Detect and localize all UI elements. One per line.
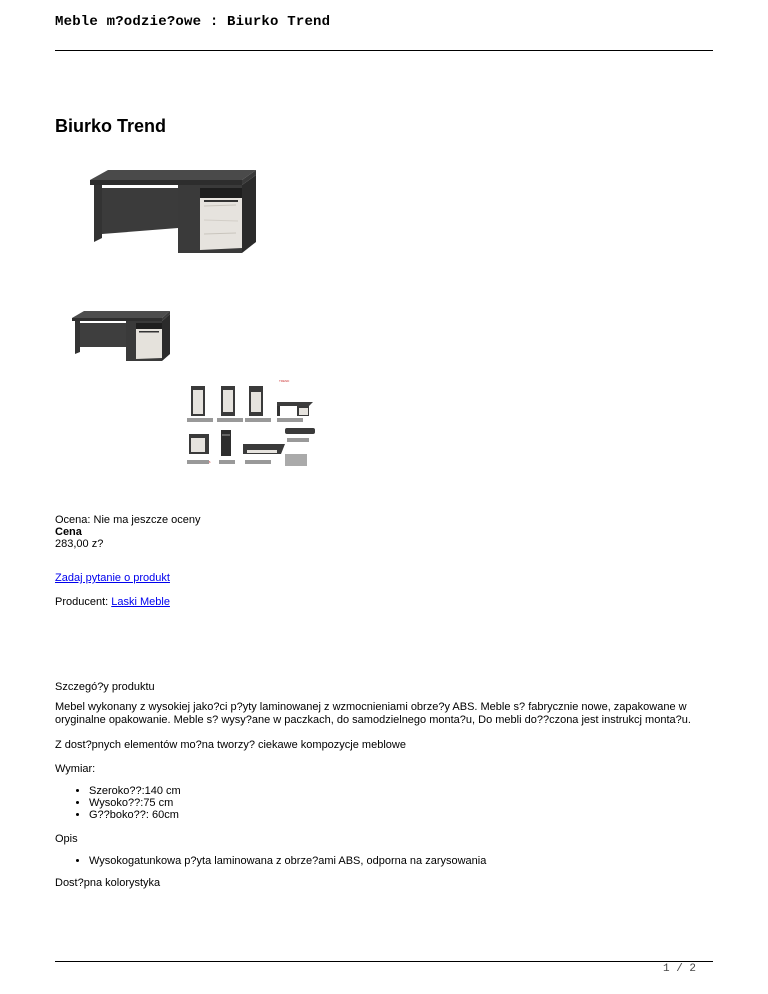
svg-text:$: $ [209, 461, 211, 464]
list-item: • Wysoko??:75 cm [89, 797, 181, 809]
collection-overview-image [185, 374, 335, 484]
list-item: • Szeroko??:140 cm [89, 785, 181, 797]
producer-link[interactable]: Laski Meble [111, 596, 170, 608]
details-heading: Szczegó?y produktu [55, 681, 155, 693]
desk-product-image [86, 158, 258, 256]
producer-row [55, 596, 170, 609]
document-header-title: Meble m?odzie?owe : Biurko Trend [55, 14, 331, 30]
price-label: Cena [55, 526, 82, 538]
price-value: 283,00 z? [55, 538, 104, 550]
colors-heading: Dost?pna kolorystyka [55, 877, 161, 889]
page-number: 1 / 2 [663, 963, 697, 975]
product-description: Mebel wykonany z wysokiej jako?ci p?yty laminowanej z wzmocnieniami obrze?y ABS. Meble s? fabrycznie nowe, zapakowane w oryginalne opakowanie. Meble s? wysy?ane w paczkach, do samodzielnego monta?u, Do mebli do??czona jest instrukcj monta?u. [55, 701, 691, 726]
footer-divider [55, 961, 713, 962]
product-title: Biurko Trend [55, 116, 167, 136]
rating-text: Ocena: Nie ma jeszcze oceny [55, 514, 201, 526]
producer-label: Producent: [55, 596, 112, 608]
dimensions-heading: Wymiar: [55, 763, 96, 775]
svg-text:TREND: TREND [279, 379, 290, 383]
desk-alt-image [70, 306, 174, 366]
composition-note: Z dost?pnych elementów mo?na tworzy? ciekawe kompozycje meblowe [55, 739, 406, 751]
features-list [55, 855, 486, 867]
list-item: • G??boko??: 60cm [89, 809, 181, 821]
dimensions-list [55, 785, 181, 821]
ask-question-link[interactable]: Zadaj pytanie o produkt [55, 572, 170, 584]
list-item: • Wysokogatunkowa p?yta laminowana z obrze?ami ABS, odporna na zarysowania [89, 855, 486, 867]
description-heading: Opis [55, 833, 78, 845]
header-divider [55, 50, 713, 51]
